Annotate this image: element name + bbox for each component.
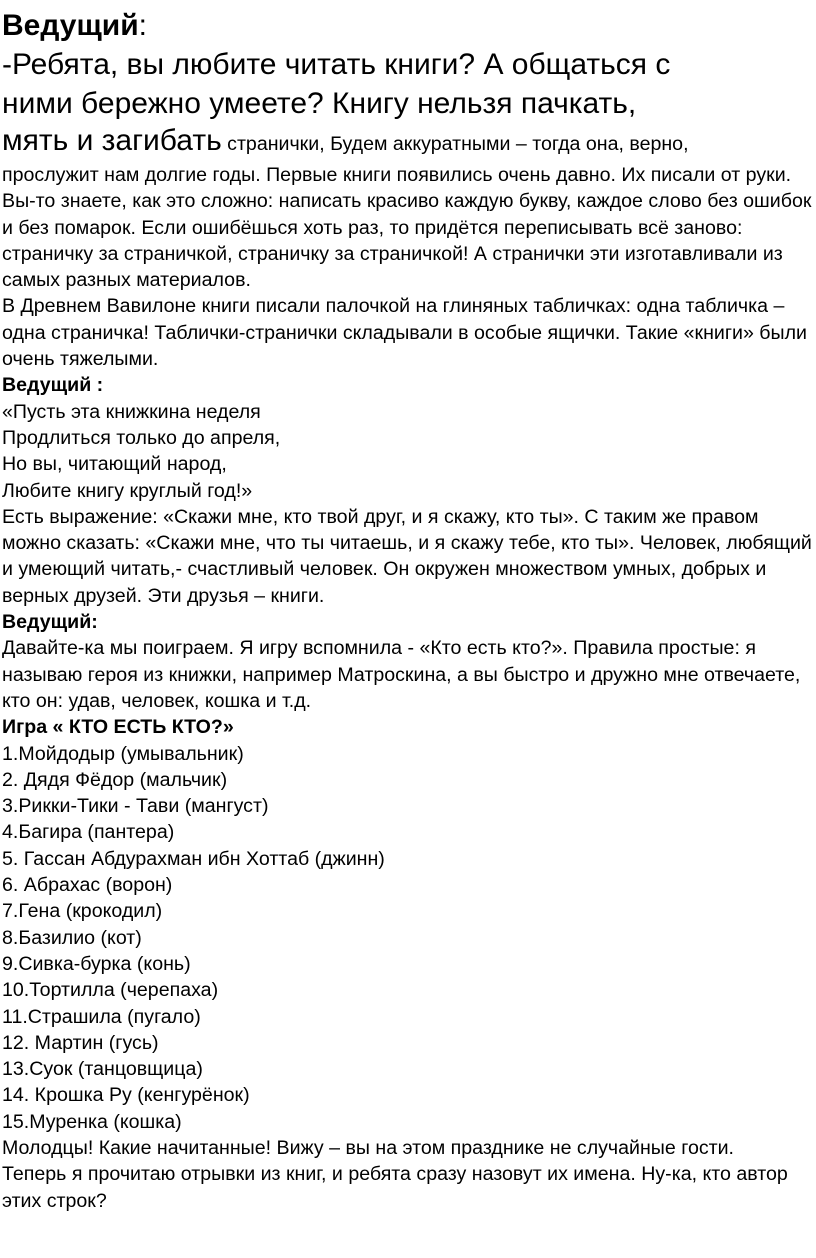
host-heading-colon: :	[138, 9, 147, 42]
game-item: 12. Мартин (гусь)	[2, 1031, 159, 1054]
paragraph-next: Теперь я прочитаю отрывки из книг, и ребята сразу назовут их имена. Ну-ка, кто автор этих строк?	[2, 1163, 788, 1212]
host-heading: Ведущий	[2, 9, 139, 42]
game-item: 11.Страшила (пугало)	[2, 1005, 201, 1028]
host-label-3: Ведущий:	[2, 611, 98, 634]
intro-line-3-small: странички, Будем аккуратными – тогда она, верно,	[221, 133, 689, 155]
intro-line-1: -Ребята, вы любите читать книги? А общаться с	[2, 48, 671, 81]
intro-line-3-big: мять и загибать	[2, 124, 222, 157]
poem-line: «Пусть эта книжкина неделя	[2, 400, 261, 423]
host-label-2: Ведущий :	[2, 374, 104, 397]
intro-line-2: ними бережно умеете? Книгу нельзя пачкать,	[2, 87, 637, 120]
game-list	[2, 741, 814, 1135]
game-item: 9.Сивка-бурка (конь)	[2, 952, 191, 975]
paragraph-praise: Молодцы! Какие начитанные! Вижу – вы на этом празднике не случайные гости.	[2, 1136, 734, 1159]
game-item: 13.Суок (танцовщица)	[2, 1058, 203, 1081]
game-item: 15.Муренка (кошка)	[2, 1110, 182, 1133]
paragraph-expression: Есть выражение: «Скажи мне, кто твой друг, и я скажу, кто ты». С таким же правом можно сказать: «Скажи мне, что ты читаешь, и я скажу тебе, кто ты». Человек, любящий и умеющий читать,- счастливый человек. Он окружен множеством умных, добрых и верных друзей. Эти друзья – книги.	[2, 505, 812, 607]
game-item: 3.Рикки-Тики - Тави (мангуст)	[2, 795, 269, 818]
poem-line: Продлиться только до апреля,	[2, 426, 281, 449]
host-heading-line	[2, 6, 814, 45]
game-item: 4.Багира (пантера)	[2, 821, 175, 844]
poem	[2, 399, 814, 504]
game-item: 2. Дядя Фёдор (мальчик)	[2, 768, 228, 791]
poem-line: Любите книгу круглый год!»	[2, 479, 253, 502]
game-item: 8.Базилио (кот)	[2, 926, 142, 949]
game-item: 7.Гена (крокодил)	[2, 900, 163, 923]
paragraph-game-intro: Давайте-ка мы поиграем. Я игру вспомнила - «Кто есть кто?». Правила простые: я называю героя из книжки, например Матроскина, а вы быстро и дружно мне отвечаете, кто он: удав, человек, кошка и т.д.	[2, 637, 801, 712]
paragraph-babylon: В Древнем Вавилоне книги писали палочкой на глиняных табличках: одна табличка – одна страничка! Таблички-странички складывали в особые ящички. Такие «книги» были очень тяжелыми.	[2, 295, 807, 371]
intro-line-3	[2, 123, 814, 162]
game-title: Игра « КТО ЕСТЬ КТО?»	[2, 716, 234, 739]
game-item: 14. Крошка Ру (кенгурёнок)	[2, 1084, 250, 1107]
game-item: 10.Тортилла (черепаха)	[2, 979, 219, 1002]
paragraph-history: прослужит нам долгие годы. Первые книги появились очень давно. Их писали от руки. Вы-то знаете, как это сложно: написать красиво каждую букву, каждое слово без ошибок и без помарок. Если ошибёшься хоть раз, то придётся переписывать всё заново: страничку за страничкой, страничку за страничкой! А странички эти изготавливали из самых разных материалов.	[2, 164, 812, 292]
poem-line: Но вы, читающий народ,	[2, 453, 227, 476]
game-item: 5. Гассан Абдурахман ибн Хоттаб (джинн)	[2, 847, 385, 870]
game-item: 1.Мойдодыр (умывальник)	[2, 742, 244, 765]
game-item: 6. Абрахас (ворон)	[2, 874, 173, 897]
